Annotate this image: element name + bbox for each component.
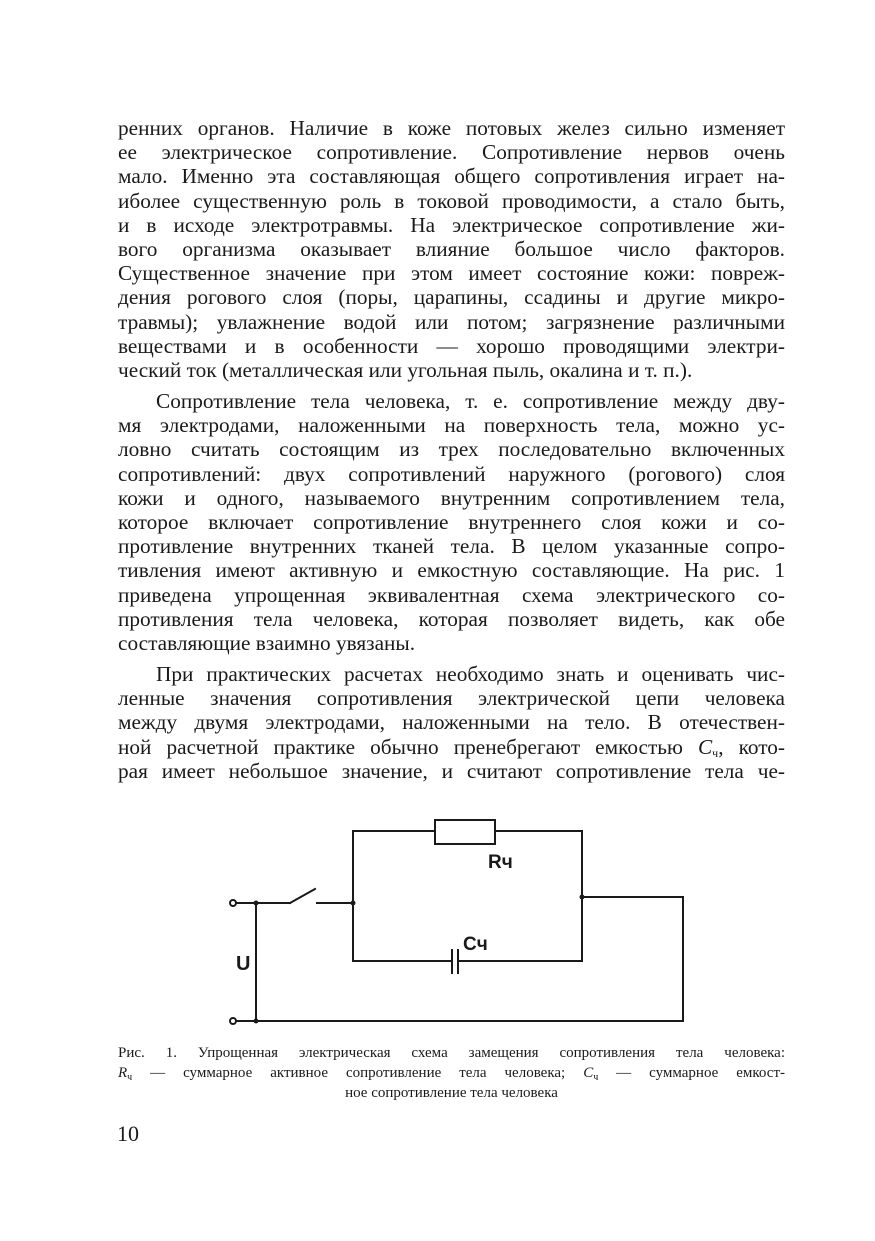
text-line: составляющие взаимно увязаны. [118,630,416,655]
subscript: ч [593,1072,599,1083]
text-line: веществами и в особенности — хорошо проводящими электри- [118,333,785,358]
subscript: ч [712,745,719,759]
text-line: иболее существенную роль в токовой проводимости, а стало быть, [118,188,785,213]
switch-blade [290,889,315,903]
text-line: травмы); увлажнение водой или потом; загрязнение различными [118,309,785,334]
text-line-with-symbol [118,735,785,759]
text-line: ренних органов. Наличие в коже потовых желез сильно изменяет [118,116,785,140]
text-line: сопротивлений: двух сопротивлений наружного (рогового) слоя [118,461,785,486]
text-line: кожи и одного, называемого внутренним сопротивлением тела, [118,485,785,510]
text-line: противление внутренних тканей тела. В целом указанные сопро- [118,534,785,559]
text-line: между двумя электродами, наложенными на тело. В отечествен- [118,710,785,735]
junction-dot [254,1019,259,1024]
junction-dot [351,901,356,906]
capacitance-symbol: C [583,1065,594,1081]
text-line: приведена упрощенная эквивалентная схема электрического со- [118,582,785,607]
text-line: дения рогового слоя (поры, царапины, ссадины и другие микро- [118,285,785,310]
text-line: ловно считать состоящим из трех последовательно включенных [118,437,785,462]
caption-line: ное сопротивление тела человека [345,1085,558,1101]
terminal [230,1018,236,1024]
paragraph-3 [118,662,785,783]
text-line: вого организма оказывает влияние большое число факторов. [118,236,785,261]
caption-fragment: — суммарное емкост- [598,1065,785,1081]
caption-fragment: — суммарное активное сопротивление тела человека; [132,1065,584,1081]
resistance-symbol: R [118,1065,128,1081]
text-line: мя электродами, наложенными на поверхность тела, можно ус- [118,413,785,438]
text-line: При практических расчетах необходимо знать и оценивать чис- [156,662,785,686]
terminal [230,900,236,906]
capacitor-label: Cч [463,934,488,955]
paragraph-1 [118,116,785,382]
paragraph-2 [118,389,785,655]
figure-caption [118,1043,785,1103]
caption-line [118,1063,785,1083]
text-line: ее электрическое сопротивление. Сопротивление нервов очень [118,140,785,165]
voltage-label: U [236,953,251,975]
resistor-label: Rч [488,852,513,873]
text-line: Существенное значение при этом имеет состояние кожи: повреж- [118,261,785,286]
text-line: ленные значения сопротивления электрической цепи человека [118,686,785,711]
caption-line: Рис. 1. Упрощенная электрическая схема замещения сопротивления тела человека: [118,1045,785,1061]
text-line: и в исходе электротравмы. На электрическое сопротивление жи- [118,212,785,237]
text-fragment: ной расчетной практике обычно пренебрегают емкостью [118,734,698,759]
subscript: ч [127,1072,133,1083]
capacitance-symbol: C [697,734,713,759]
text-line: которое включает сопротивление внутреннего слоя кожи и со- [118,509,785,534]
page-number: 10 [117,1121,139,1146]
text-line: мало. Именно эта составляющая общего сопротивления играет на- [118,164,785,189]
text-line: противления тела человека, которая позволяет видеть, как обе [118,606,785,631]
text-line: Сопротивление тела человека, т. е. сопротивление между дву- [156,389,785,413]
text-line: рая имеет небольшое значение, и считают сопротивление тела че- [118,758,785,783]
junction-dot [580,895,585,900]
text-line: ческий ток (металлическая или угольная пыль, окалина и т. п.). [118,357,693,382]
junction-dot [254,901,259,906]
circuit-diagram [220,805,700,1040]
text-fragment: , кото- [718,734,785,759]
resistor-symbol [435,820,495,844]
text-line: тивления имеют активную и емкостную составляющие. На рис. 1 [118,558,785,583]
